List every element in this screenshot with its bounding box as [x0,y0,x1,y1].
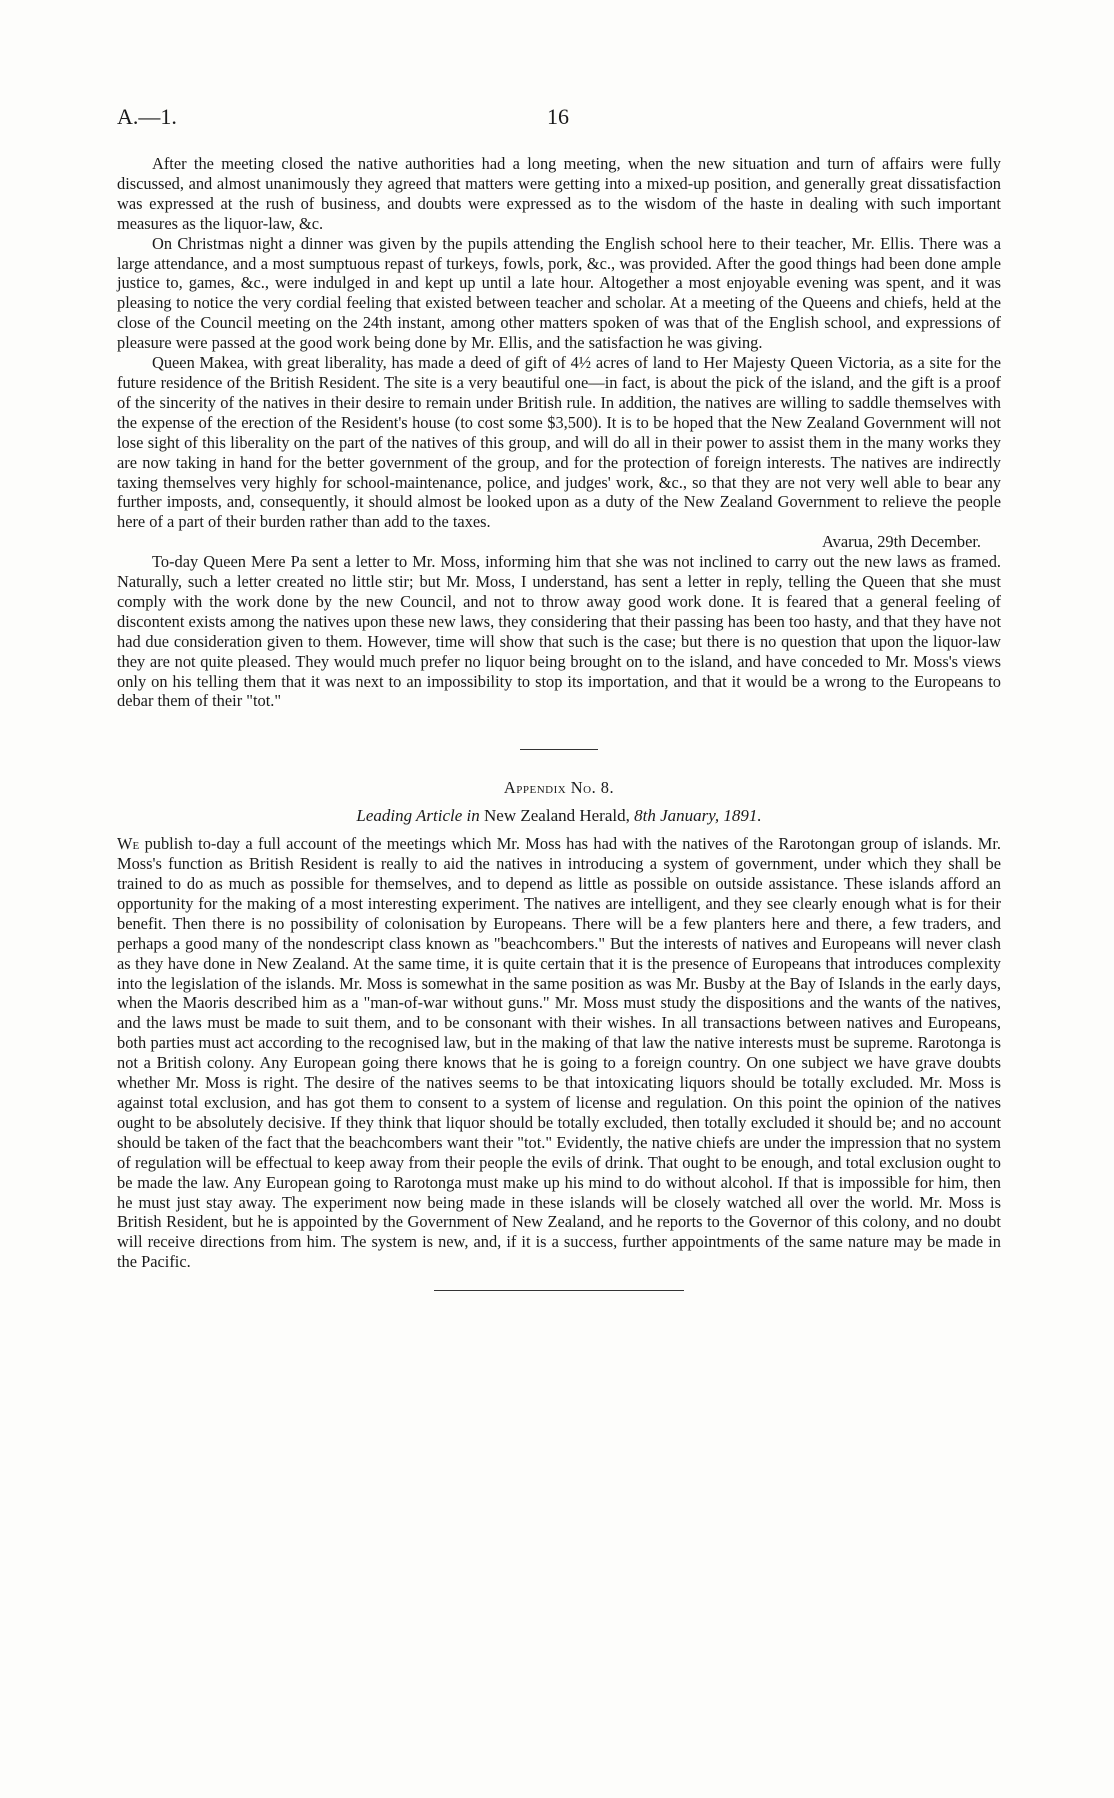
document-body [117,154,1001,1291]
dateline: Avarua, 29th December. [822,532,981,552]
paragraph-queen-mere-pa: To-day Queen Mere Pa sent a letter to Mr. Moss, informing him that she was not inclined to carry out the new laws as framed. Naturally, such a letter created no little stir; but Mr. Moss, I understand, has sent a letter in reply, telling the Queen that she must comply with the work done by the new Council, and not to throw away good work done. It is feared that a general feeling of discontent exists among the natives upon these new laws, they considering that their passing has been too hasty, and that they have not had due consideration given to them. However, time will show that such is the case; but there is no question that upon the liquor-law they are not quite pleased. They would much prefer no liquor being brought on to the island, and have conceded to Mr. Moss's views only on his telling them that it was next to an impossibility to stop its importation, and that it would be a wrong to the Europeans to debar them of their "tot." [117,552,1001,711]
article-subtitle-date: 8th January, 1891. [634,806,762,826]
article-subtitle-part1: Leading Article in [356,806,480,826]
article-lead-word: We [117,834,140,854]
article-paragraph [117,834,1001,1272]
page-number: 16 [547,104,569,129]
article-subtitle [117,806,1001,826]
section-divider [520,749,598,750]
paragraph-queen-makea: Queen Makea, with great liberality, has made a deed of gift of 4½ acres of land to Her Majesty Queen Victoria, as a site for the future residence of the British Resident. The site is a very beautiful one—in fact, is about the pick of the island, and the gift is a proof of the sincerity of the natives in their desire to remain under British rule. In addition, the natives are willing to saddle themselves with the expense of the erection of the Resident's house (to cost some $3,500). It is to be hoped that the New Zealand Government will not lose sight of this liberality on the part of the natives of this group, and will do all in their power to assist them in the many works they are now taking in hand for the better government of the group, and for the protection of foreign interests. The natives are indirectly taxing themselves very highly for school-maintenance, police, and judges' work, &c., so that they are not very well able to bear any further imposts, and, consequently, it should almost be looked upon as a duty of the New Zealand Government to relieve the people here of a part of their burden rather than add to the taxes. [117,353,1001,532]
appendix-heading: Appendix No. 8. [503,778,615,798]
article-subtitle-newspaper: New Zealand Herald, [484,806,630,826]
end-rule [434,1290,684,1291]
page-header [117,104,997,134]
paragraph-christmas-dinner: On Christmas night a dinner was given by the pupils attending the English school here to their teacher, Mr. Ellis. There was a large attendance, and a most sumptuous repast of turkeys, fowls, pork, &c., was provided. After the good things had been done ample justice to, games, &c., were indulged in and kept up until a late hour. Altogether a most enjoyable evening was spent, and it was pleasing to notice the very cordial feeling that existed between teacher and scholar. At a meeting of the Queens and chiefs, held at the close of the Council meeting on the 24th instant, among other matters spoken of was that of the English school, and expressions of pleasure were passed at the good work being done by Mr. Ellis, and the satisfaction he was giving. [117,233,1001,353]
paragraph-native-meeting: After the meeting closed the native authorities had a long meeting, when the new situation and turn of affairs were fully discussed, and almost unanimously they agreed that matters were getting into a mixed-up position, and generally great dissatisfaction was expressed at the rush of business, and doubts were expressed as to the wisdom of the haste in dealing with such important measures as the liquor-law, &c. [117,154,1001,233]
document-reference: A.—1. [117,104,177,129]
article-text: publish to-day a full account of the meetings which Mr. Moss has had with the natives of the Rarotongan group of islands. Mr. Moss's function as British Resident is really to aid the natives in introducing a system of government, under which they shall be trained to do as much as possible for themselves, and to depend as little as possible on outside assistance. These islands afford an opportunity for the making of a most interesting experiment. The natives are intelligent, and they see clearly enough what is for their benefit. Then there is no possibility of colonisation by Europeans. There will be a few planters here and there, a few traders, and perhaps a good many of the nondescript class known as "beachcombers." But the interests of natives and Europeans will never clash as they have done in New Zealand. At the same time, it is quite certain that it is the presence of Europeans that introduces complexity into the legislation of the islands. Mr. Moss is somewhat in the same position as was Mr. Busby at the Bay of Islands in the early days, when the Maoris described him as a "man-of-war without guns." Mr. Moss must study the dispositions and the wants of the natives, and the laws must be made to suit them, and to be consonant with their wishes. In all transactions between natives and Europeans, both parties must act according to the recognised law, but in the making of that law the native interests must be supreme. Rarotonga is not a British colony. Any European going there knows that he is going to a foreign country. On one subject we have grave doubts whether Mr. Moss is right. The desire of the natives seems to be that intoxicating liquors should be totally excluded. Mr. Moss is against total exclusion, and has got them to consent to a system of license and regulation. On this point the opinion of the natives ought to be absolutely decisive. If they think that liquor should be totally excluded, then totally excluded it should be; and no account should be taken of the fact that the beachcombers want their "tot." Evidently, the native chiefs are under the impression that no system of regulation will be effectual to keep away from their people the evils of drink. That ought to be enough, and total exclusion ought to be made the law. Any European going to Rarotonga must make up his mind to do without alcohol. If that is impossible for him, then he must just stay away. The experiment now being made in these islands will be closely watched all over the world. Mr. Moss is British Resident, but he is appointed by the Government of New Zealand, and he reports to the Governor of this colony, and no doubt will receive directions from him. The system is new, and, if it is a success, further appointments of the same nature may be made in the Pacific. [117,834,1001,1272]
